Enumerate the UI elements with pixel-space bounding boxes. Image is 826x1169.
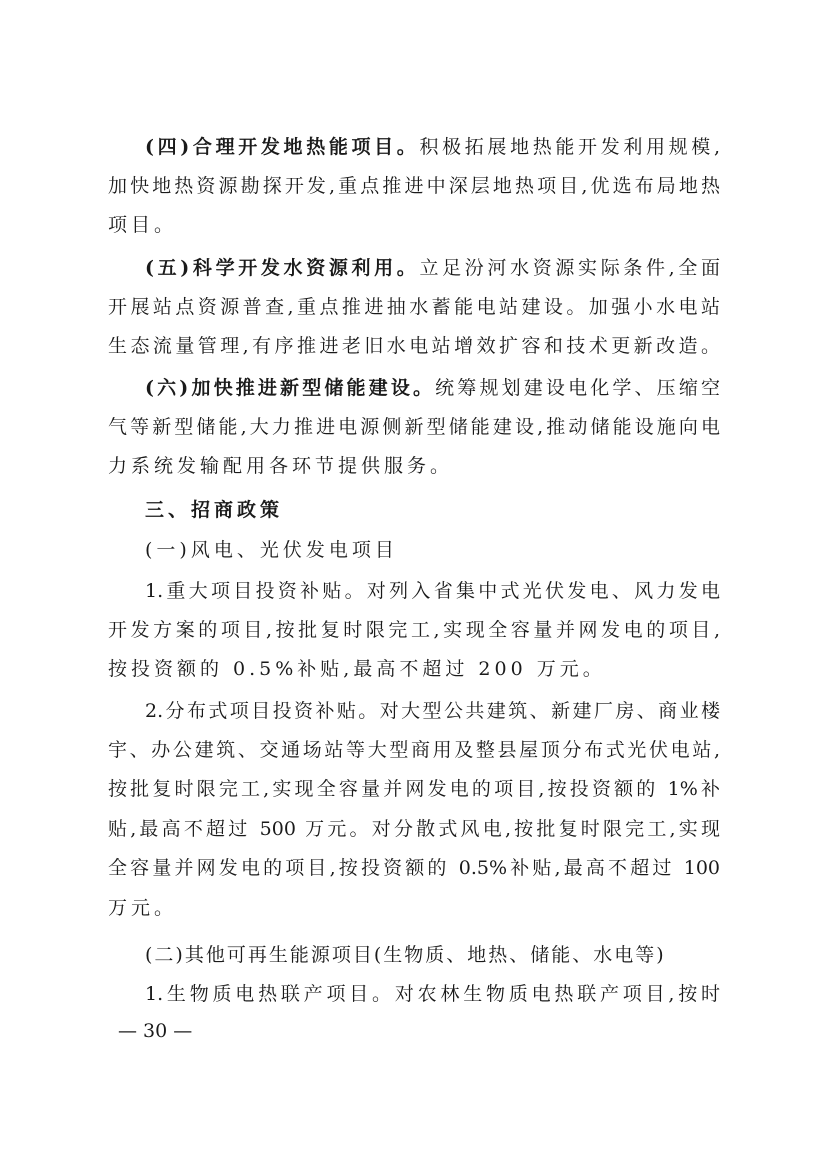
- line-text: 全容量并网发电的项目,按投资额的 0.5%补贴,最高不超过 100: [108, 857, 720, 879]
- paragraph-line: [108, 737, 720, 763]
- line-text: 积极拓展地热能开发利用规模,: [419, 136, 720, 158]
- section-heading: (四)合理开发地热能项目。: [145, 136, 420, 158]
- line-text: (一)风电、光伏发电项目: [145, 539, 398, 561]
- line-text: 2.分布式项目投资补贴。对大型公共建筑、新建厂房、商业楼: [145, 700, 720, 722]
- paragraph-line: [108, 453, 720, 479]
- paragraph-line: [108, 173, 720, 199]
- section-heading: (五)科学开发水资源利用。: [145, 257, 420, 279]
- line-text: 加快地热资源勘探开发,重点推进中深层地热项目,优选布局地热: [108, 175, 720, 197]
- line-text: 气等新型储能,大力推进电源侧新型储能建设,推动储能设施向电: [108, 416, 720, 438]
- paragraph-line: [145, 255, 720, 281]
- line-text: 开发方案的项目,按批复时限完工,实现全容量并网发电的项目,: [108, 619, 720, 641]
- paragraph-line: [145, 981, 720, 1007]
- paragraph-line: [108, 855, 720, 881]
- line-text: 开展站点资源普查,重点推进抽水蓄能电站建设。加强小水电站: [108, 296, 720, 318]
- chapter-heading: [145, 497, 720, 523]
- line-text: 统筹规划建设电化学、压缩空: [435, 377, 720, 399]
- line-text: 1.生物质电热联产项目。对农林生物质电热联产项目,按时: [145, 983, 720, 1005]
- paragraph-line: [145, 578, 720, 604]
- paragraph-line: [108, 212, 720, 238]
- paragraph-line: [108, 895, 720, 921]
- page-number: — 30 —: [118, 1020, 193, 1042]
- paragraph-line: [145, 375, 720, 401]
- line-text: 项目。: [108, 214, 178, 236]
- paragraph-line: [108, 776, 720, 802]
- paragraph-line: [145, 698, 720, 724]
- line-text: 按批复时限完工,实现全容量并网发电的项目,按投资额的 1%补: [108, 778, 720, 800]
- line-text: (二)其他可再生能源项目(生物质、地热、储能、水电等): [145, 944, 666, 966]
- paragraph-line: [108, 617, 720, 643]
- heading-text: 三、招商政策: [145, 499, 284, 521]
- line-text: 力系统发输配用各环节提供服务。: [108, 455, 454, 477]
- paragraph-line: [108, 656, 720, 682]
- line-text: 1.重大项目投资补贴。对列入省集中式光伏发电、风力发电: [145, 580, 720, 602]
- line-text: 宇、办公建筑、交通场站等大型商用及整县屋顶分布式光伏电站,: [108, 739, 720, 761]
- line-text: 生态流量管理,有序推进老旧水电站增效扩容和技术更新改造。: [108, 335, 720, 357]
- line-text: 贴,最高不超过 500 万元。对分散式风电,按批复时限完工,实现: [108, 818, 720, 840]
- line-text: 立足汾河水资源实际条件,全面: [419, 257, 720, 279]
- paragraph-line: [145, 134, 720, 160]
- line-text: 按投资额的 0.5%补贴,最高不超过 200 万元。: [108, 658, 606, 680]
- paragraph-line: [108, 414, 720, 440]
- paragraph-line: [108, 333, 720, 359]
- line-text: 万元。: [108, 897, 178, 919]
- subsection-heading: [145, 537, 720, 563]
- paragraph-line: [108, 816, 720, 842]
- paragraph-line: [108, 294, 720, 320]
- section-heading: (六)加快推进新型储能建设。: [145, 377, 436, 399]
- subsection-heading: [145, 942, 720, 968]
